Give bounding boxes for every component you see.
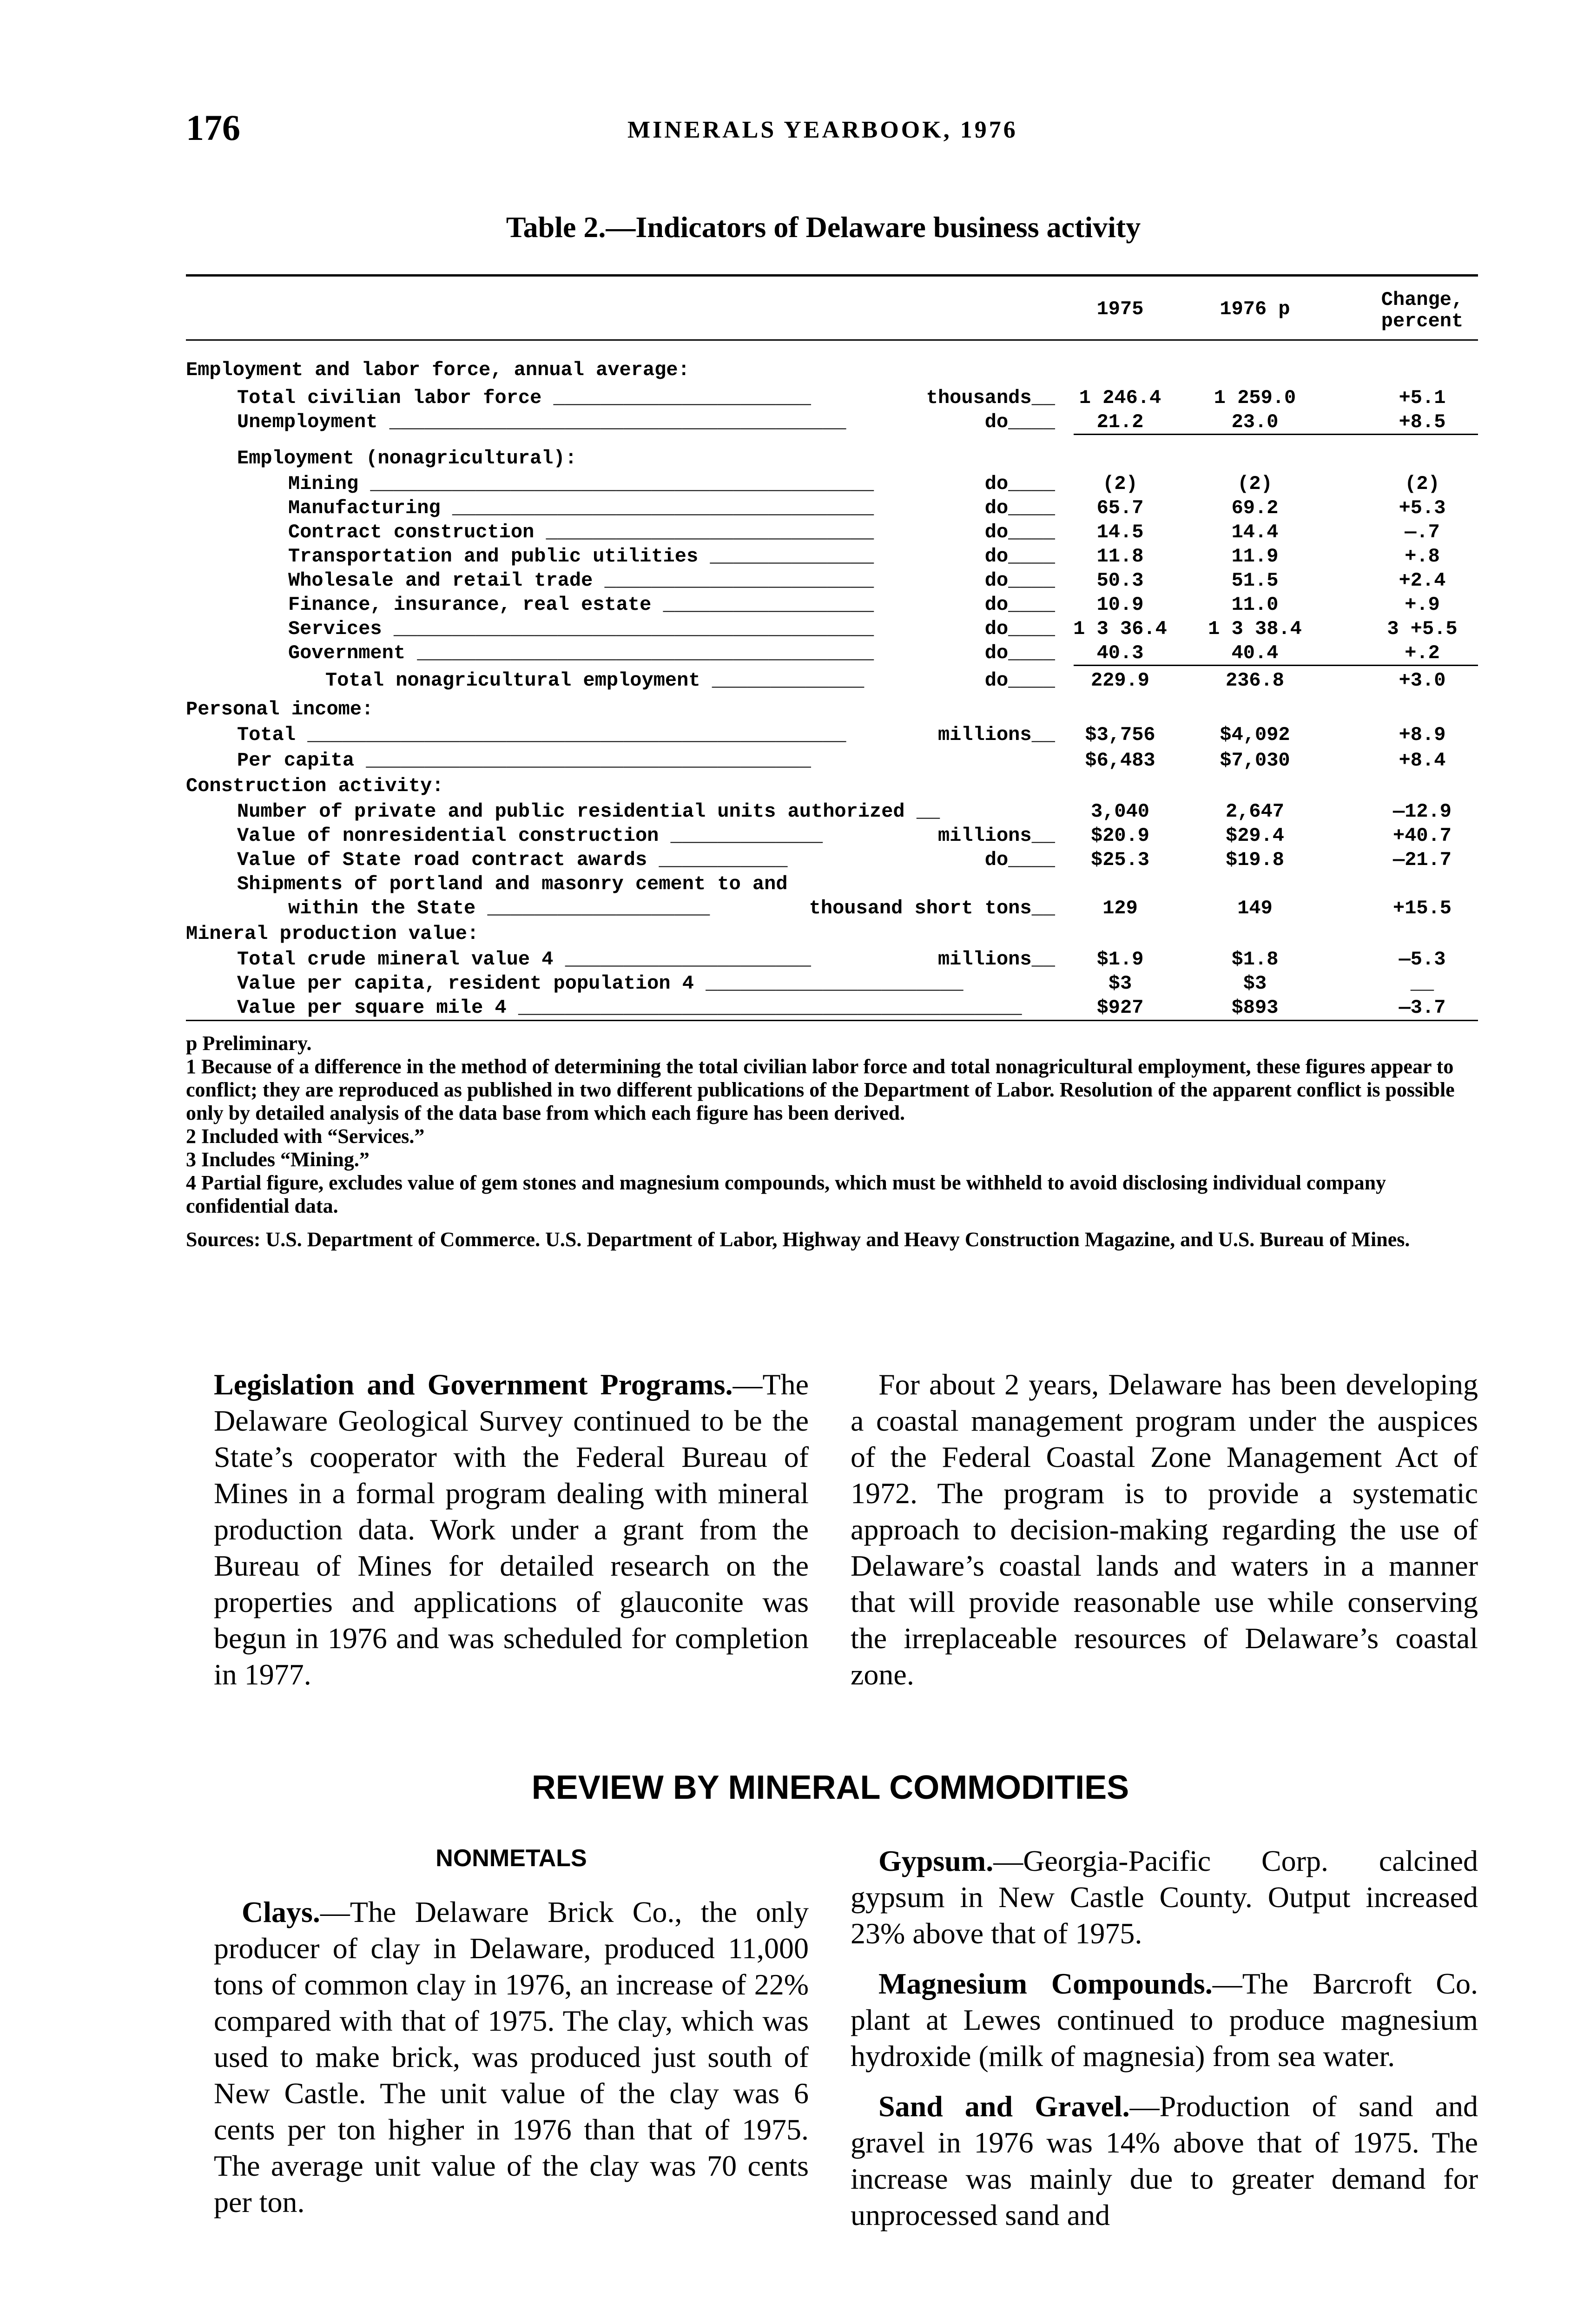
table-row	[0, 520, 1577, 544]
value-1975: 11.8	[1096, 545, 1144, 568]
table-row	[0, 496, 1577, 520]
value-1976: 23.0	[1231, 411, 1279, 433]
row-label: Value per capita, resident population 4 ______________________	[237, 972, 963, 995]
running-head: MINERALS YEARBOOK, 1976	[627, 117, 1018, 143]
nonmetals-subtitle: NONMETALS	[435, 1845, 587, 1872]
value-1975: 14.5	[1096, 521, 1144, 543]
magnesium-text: —The Barcroft Co. plant at Lewes continued to produce magnesium hydroxide (milk of magnesia) from sea water.	[851, 1967, 1478, 2073]
value-1976: 40.4	[1231, 642, 1279, 664]
value-1976: 11.0	[1231, 594, 1279, 616]
value-change: +8.9	[1399, 724, 1446, 746]
value-1976: 14.4	[1231, 521, 1279, 543]
row-label: Government _______________________________________	[288, 642, 874, 664]
table-title: Table 2.—Indicators of Delaware business activity	[506, 211, 1141, 244]
table-row	[0, 544, 1577, 568]
table-row	[0, 723, 1577, 747]
table-bottom-rule	[186, 1020, 1478, 1021]
table-row	[0, 872, 1577, 896]
footnote-1: 1 Because of a difference in the method of determining the total civilian labor force and total nonagricultural employment, these figures appear to conflict; they are reproduced as published in two different publications of the Department of Labor. Resolution of the apparent conflict is possible only by detailed analysis of the data base from which each figure has been derived.	[186, 1055, 1455, 1124]
row-unit: do____	[984, 545, 1055, 568]
row-unit: millions__	[937, 825, 1055, 847]
row-label: Construction activity:	[186, 775, 444, 797]
magnesium-paragraph	[851, 1966, 1478, 2074]
value-change: —21.7	[1392, 849, 1452, 871]
value-1975: 1 246.4	[1079, 387, 1161, 409]
value-1976: $19.8	[1225, 849, 1285, 871]
table-row	[0, 971, 1577, 996]
value-1975: 229.9	[1090, 669, 1150, 692]
value-1975: $3	[1108, 972, 1132, 995]
row-label: Personal income:	[186, 698, 374, 720]
table-row	[0, 568, 1577, 593]
row-label: Finance, insurance, real estate __________________	[288, 594, 874, 616]
value-change: +.8	[1405, 545, 1440, 568]
value-1976: 11.9	[1231, 545, 1279, 568]
coastal-column	[851, 1367, 1478, 1693]
row-unit: do____	[984, 521, 1055, 543]
value-1975: (2)	[1102, 473, 1138, 495]
row-label: Number of private and public residential units authorized __	[237, 800, 940, 823]
value-change: (2)	[1405, 473, 1440, 495]
subtotal-rule-unemployment	[1074, 434, 1478, 435]
value-change: +.2	[1405, 642, 1440, 664]
value-change: 3 +5.5	[1387, 618, 1458, 640]
row-label: Employment (nonagricultural):	[237, 447, 577, 469]
legislation-column	[214, 1367, 809, 1693]
value-1976: 69.2	[1231, 497, 1279, 519]
legislation-heading: Legislation and Government Programs.	[214, 1368, 733, 1401]
column-head-1975: 1975	[1096, 298, 1144, 320]
coastal-paragraph: For about 2 years, Delaware has been developing a coastal management program under the auspices of the Federal Coastal Zone Management Act of 1972. The program is to provide a systematic approach to decision-making regarding the use of Delaware’s coastal lands and waters in a manner that will provide reasonable use while conserving the irreplaceable resources of Delaware’s coastal zone.	[851, 1368, 1478, 1691]
sand-paragraph	[851, 2088, 1478, 2233]
row-label: Value per square mile 4 ___________________________________________	[237, 997, 1022, 1019]
value-1975: 10.9	[1096, 594, 1144, 616]
value-1976: 1 259.0	[1214, 387, 1296, 409]
value-change: —3.7	[1399, 997, 1446, 1019]
row-unit: millions__	[937, 948, 1055, 971]
value-change: __	[1410, 972, 1434, 995]
value-1976: $1.8	[1231, 948, 1279, 971]
value-1975: $1.9	[1096, 948, 1144, 971]
row-label: Per capita ______________________________________	[237, 749, 812, 772]
value-change: +8.5	[1399, 411, 1446, 433]
table-row	[0, 410, 1577, 434]
row-unit: thousands__	[926, 387, 1055, 409]
sand-heading: Sand and Gravel.	[878, 2090, 1130, 2123]
table-row	[0, 896, 1577, 920]
value-1976: $3	[1243, 972, 1267, 995]
table-row	[0, 799, 1577, 824]
table-row	[0, 386, 1577, 410]
value-1975: 50.3	[1096, 569, 1144, 592]
row-label: Manufacturing ____________________________________	[288, 497, 874, 519]
table-row	[0, 472, 1577, 496]
row-label: Total ______________________________________________	[237, 724, 846, 746]
footnote-2: 2 Included with “Services.”	[186, 1125, 425, 1148]
row-label: Mineral production value:	[186, 923, 479, 945]
table-row	[0, 697, 1577, 721]
row-label: Shipments of portland and masonry cement to and	[237, 873, 788, 895]
row-label: Employment and labor force, annual average:	[186, 359, 690, 381]
value-1976: 51.5	[1231, 569, 1279, 592]
row-unit: do____	[984, 669, 1055, 692]
row-unit: millions__	[937, 724, 1055, 746]
row-label: Contract construction ____________________________	[288, 521, 874, 543]
row-label: Total nonagricultural employment _____________	[325, 669, 864, 692]
gypsum-text: —Georgia-Pacific Corp. calcined gypsum in New Castle County. Output increased 23% above that of 1975.	[851, 1844, 1478, 1950]
table-row	[0, 617, 1577, 641]
row-label: Total crude mineral value 4 _____________________	[237, 948, 812, 971]
sand-text: —Production of sand and gravel in 1976 was 14% above that of 1975. The increase was mainly due to greater demand for unprocessed sand and	[851, 2090, 1478, 2232]
value-1975: 21.2	[1096, 411, 1144, 433]
table-row	[0, 774, 1577, 798]
footnote-3: 3 Includes “Mining.”	[186, 1148, 370, 1171]
clays-paragraph	[214, 1894, 809, 2220]
clays-column	[214, 1894, 809, 2220]
row-unit: do____	[984, 411, 1055, 433]
row-unit: do____	[984, 642, 1055, 664]
clays-text: —The Delaware Brick Co., the only producer of clay in Delaware, produced 11,000 tons of common clay in 1976, an increase of 22% compared with that of 1975. The clay, which was used to make brick, was produced just south of New Castle. The unit value of the clay was 6 cents per ton higher in 1976 than that of 1975. The average unit value of the clay was 70 cents per ton.	[214, 1895, 809, 2218]
table-row	[0, 358, 1577, 382]
table-row	[0, 748, 1577, 772]
table-row	[0, 848, 1577, 872]
value-1976: 236.8	[1225, 669, 1285, 692]
value-1975: 65.7	[1096, 497, 1144, 519]
value-1975: $3,756	[1085, 724, 1155, 746]
value-1975: 3,040	[1090, 800, 1150, 823]
value-1975: $20.9	[1090, 825, 1150, 847]
value-1975: $6,483	[1085, 749, 1155, 772]
value-change: +8.4	[1399, 749, 1446, 772]
column-head-change: Change, percent	[1381, 289, 1464, 332]
row-label: Total civilian labor force ______________________	[237, 387, 812, 409]
table-row	[0, 922, 1577, 946]
table-row	[0, 947, 1577, 971]
row-label: Value of nonresidential construction _____________	[237, 825, 823, 847]
value-change: +15.5	[1392, 897, 1452, 919]
sources-note: Sources: U.S. Department of Commerce. U.S. Department of Labor, Highway and Heavy Construction Magazine, and U.S. Bureau of Mines.	[186, 1228, 1410, 1251]
table-row	[0, 446, 1577, 470]
page-number: 176	[186, 107, 240, 148]
value-change: —12.9	[1392, 800, 1452, 823]
value-1976: $7,030	[1220, 749, 1290, 772]
table-row	[0, 824, 1577, 848]
row-label: Transportation and public utilities ______________	[288, 545, 874, 568]
value-1975: $25.3	[1090, 849, 1150, 871]
value-change: +.9	[1405, 594, 1440, 616]
value-change: +40.7	[1392, 825, 1452, 847]
value-1976: 149	[1237, 897, 1273, 919]
value-1976: $29.4	[1225, 825, 1285, 847]
table-footnotes	[186, 1032, 1478, 1251]
value-change: —5.3	[1399, 948, 1446, 971]
row-label: Unemployment _______________________________________	[237, 411, 846, 433]
subtotal-rule-employment	[1074, 665, 1478, 666]
row-unit: thousand short tons__	[809, 897, 1055, 919]
table-row	[0, 668, 1577, 693]
magnesium-heading: Magnesium Compounds.	[878, 1967, 1213, 2000]
footnote-preliminary: p Preliminary.	[186, 1032, 312, 1055]
gypsum-heading: Gypsum.	[878, 1844, 994, 1877]
row-unit: do____	[984, 618, 1055, 640]
gypsum-paragraph	[851, 1843, 1478, 1952]
clays-heading: Clays.	[242, 1895, 320, 1928]
legislation-paragraph	[214, 1367, 809, 1693]
value-1976: 1 3 38.4	[1208, 618, 1302, 640]
page-header	[186, 107, 1478, 158]
value-1975: 1 3 36.4	[1073, 618, 1167, 640]
value-change: +3.0	[1399, 669, 1446, 692]
row-unit: do____	[984, 473, 1055, 495]
table-head-rule	[186, 339, 1478, 341]
value-change: —.7	[1405, 521, 1440, 543]
column-head-1976: 1976 p	[1220, 298, 1290, 320]
value-1975: 40.3	[1096, 642, 1144, 664]
table-row	[0, 996, 1577, 1020]
row-label: Wholesale and retail trade _______________________	[288, 569, 874, 592]
commodities-column	[851, 1843, 1478, 2233]
legislation-text: —The Delaware Geological Survey continued to be the State’s cooperator with the Federal Bureau of Mines in a formal program dealing with mineral production data. Work under a grant from the Bureau of Mines for detailed research on the properties and applications of glauconite was begun in 1976 and was scheduled for completion in 1977.	[214, 1368, 809, 1691]
row-unit: do____	[984, 849, 1055, 871]
value-change: +2.4	[1399, 569, 1446, 592]
value-1976: $893	[1231, 997, 1279, 1019]
table-row	[0, 641, 1577, 665]
value-1975: $927	[1096, 997, 1144, 1019]
footnote-4: 4 Partial figure, excludes value of gem stones and magnesium compounds, which must be withheld to avoid disclosing individual company confidential data.	[186, 1171, 1386, 1217]
row-label: Value of State road contract awards ___________	[237, 849, 788, 871]
value-1976: 2,647	[1225, 800, 1285, 823]
review-section-title: REVIEW BY MINERAL COMMODITIES	[531, 1769, 1129, 1806]
row-unit: do____	[984, 497, 1055, 519]
value-1976: (2)	[1237, 473, 1273, 495]
table-row	[0, 593, 1577, 617]
row-unit: do____	[984, 569, 1055, 592]
value-1975: 129	[1102, 897, 1138, 919]
value-change: +5.3	[1399, 497, 1446, 519]
row-label: Services _________________________________________	[288, 618, 874, 640]
row-label: within the State ___________________	[288, 897, 710, 919]
row-label: Mining ___________________________________________	[288, 473, 874, 495]
row-unit: do____	[984, 594, 1055, 616]
value-change: +5.1	[1399, 387, 1446, 409]
value-1976: $4,092	[1220, 724, 1290, 746]
table-top-rule	[186, 274, 1478, 277]
